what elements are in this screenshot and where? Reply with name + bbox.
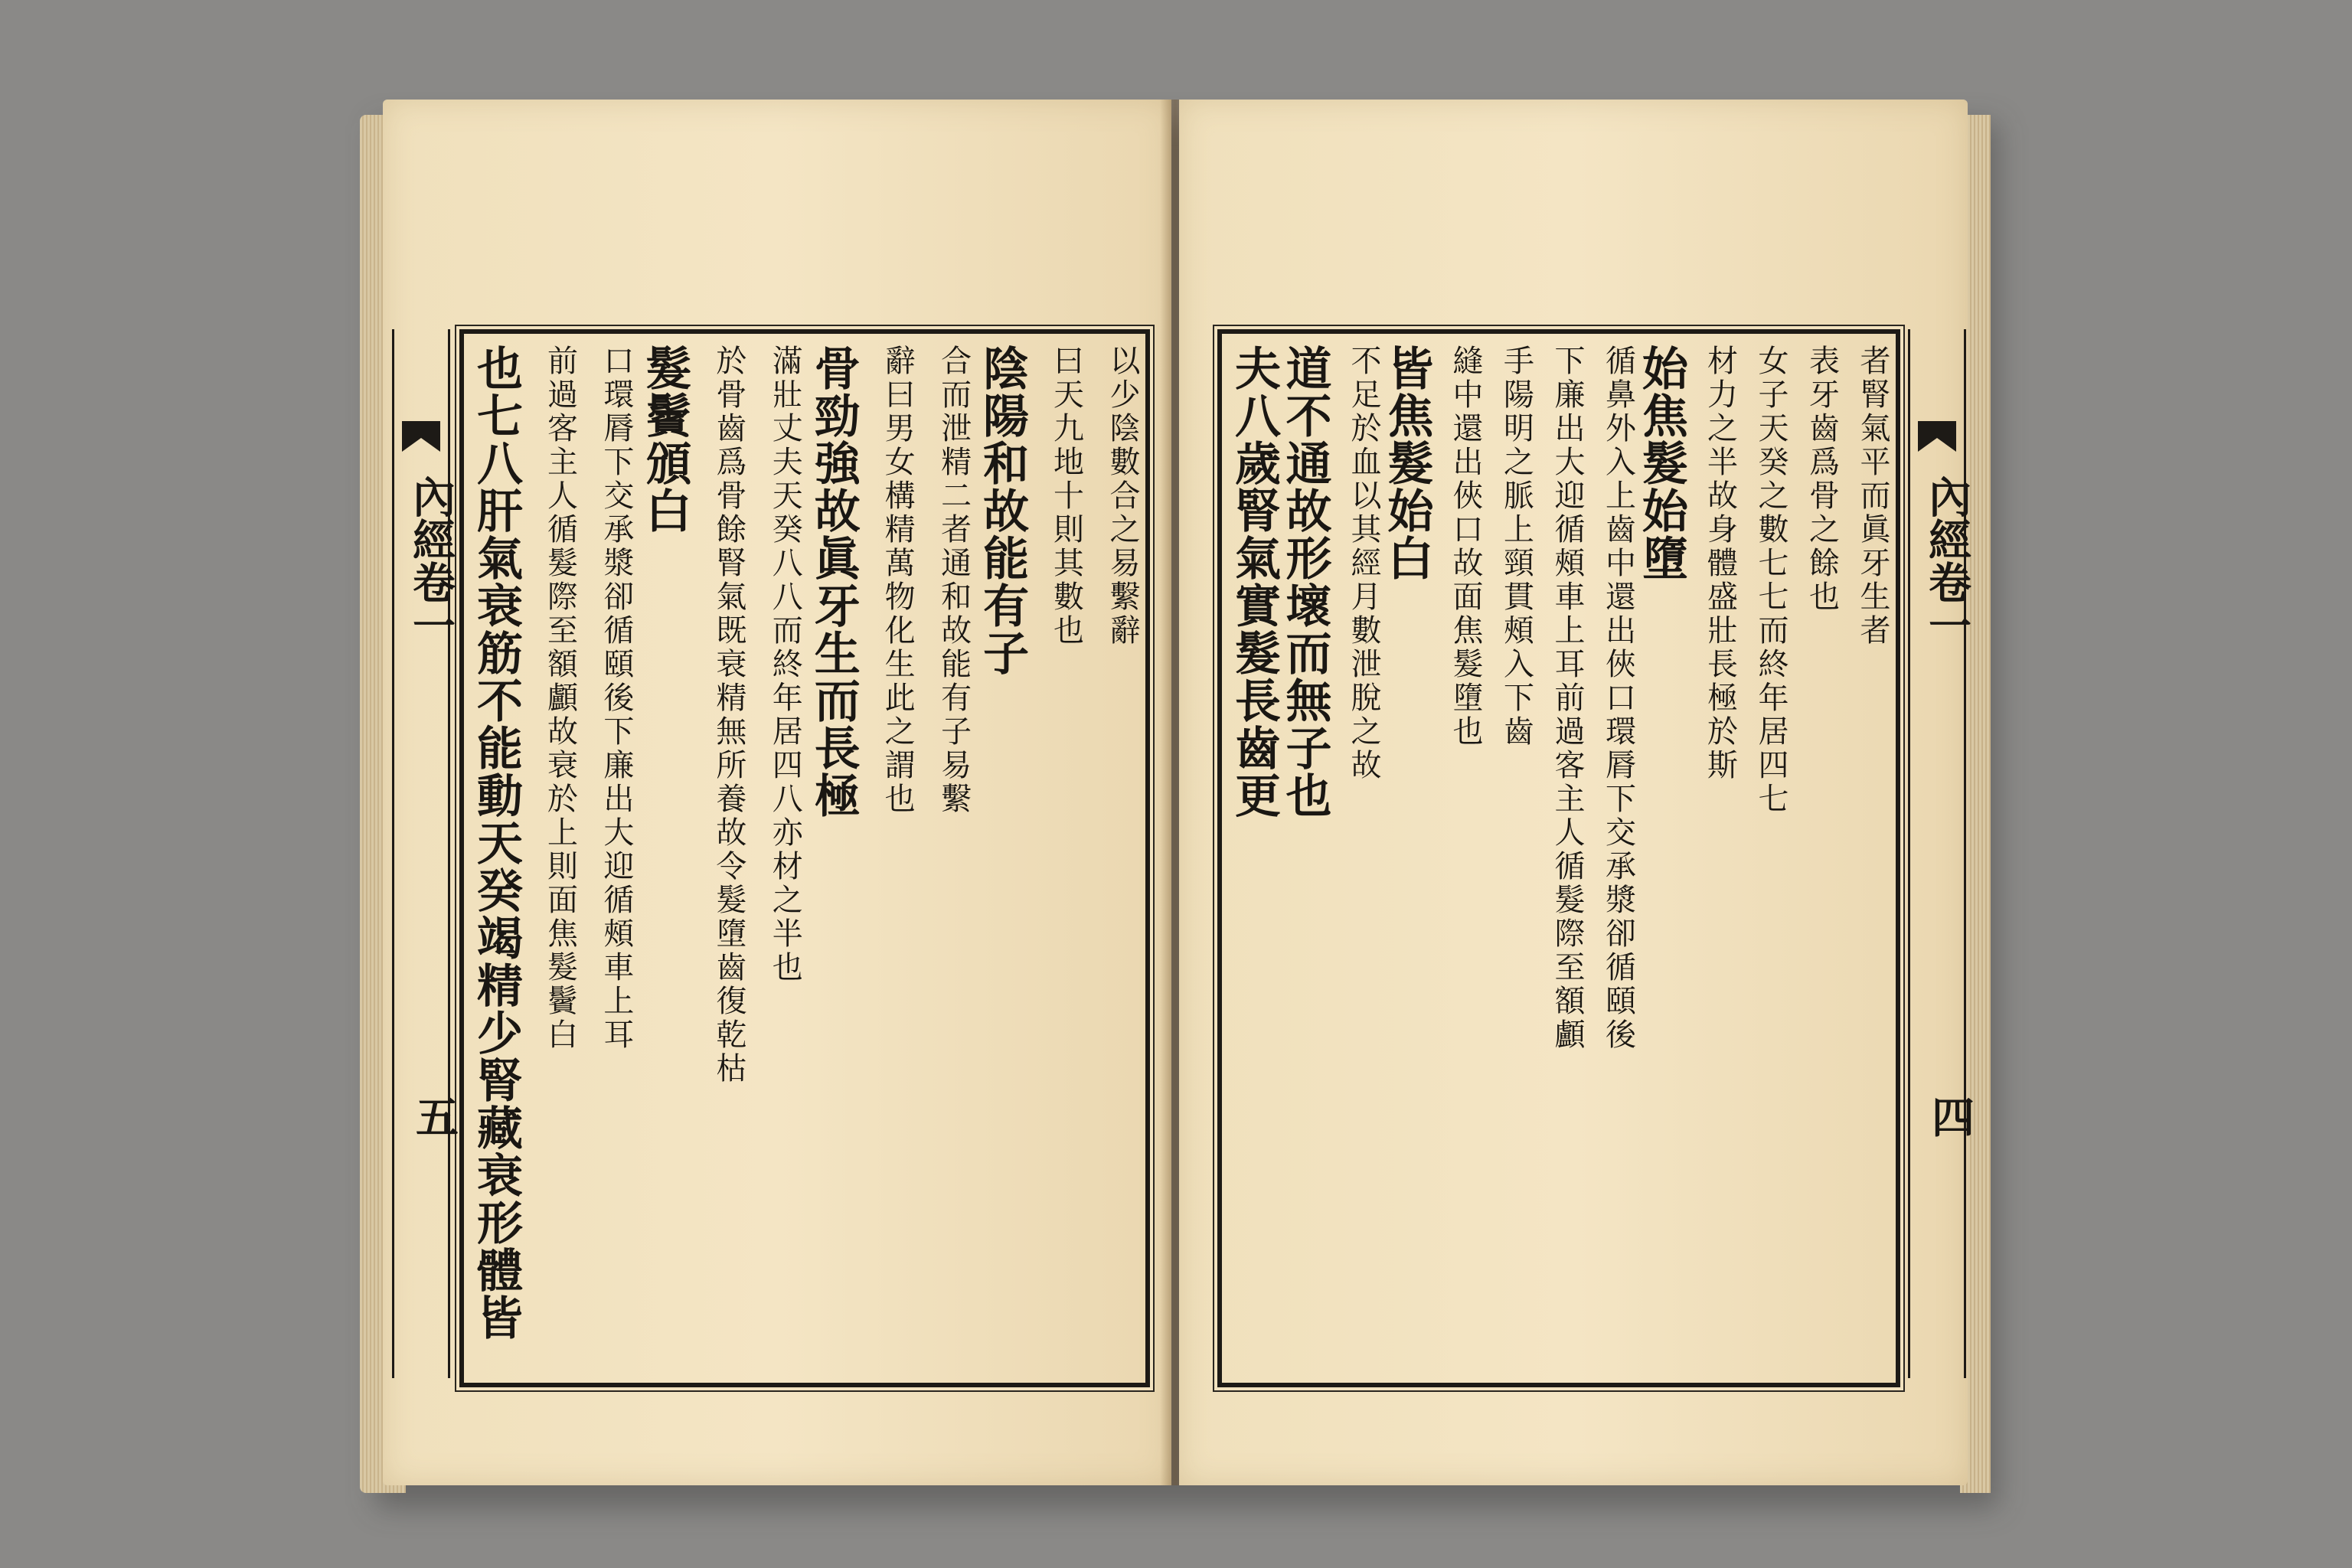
right-columns: [1227, 345, 1890, 1375]
left-page: [383, 100, 1171, 1485]
right-center-title: 內經卷一: [1922, 475, 1972, 646]
fishtail-upper-mark: [402, 421, 440, 452]
text-column: 道不通故形壞而無子也: [1278, 345, 1332, 819]
open-book: [360, 92, 1991, 1493]
text-column: 不足於血以其經月數泄脫之故: [1346, 345, 1381, 782]
text-column: 皆焦髮始白: [1380, 345, 1434, 582]
left-center-column: [392, 329, 459, 1378]
right-page: [1179, 100, 1975, 1485]
text-column: 口環脣下交承漿卻循頤後下廉出大迎循頰車上耳: [598, 345, 634, 1052]
right-center-column: [1908, 329, 1975, 1378]
left-leaf-number: 五: [409, 1095, 459, 1138]
right-leaf-number: 四: [1925, 1095, 1975, 1138]
left-columns: [469, 345, 1140, 1375]
text-column: 髮鬢頒白: [638, 345, 692, 534]
text-column: 手陽明之脈上頸貫頰入下齒: [1498, 345, 1534, 749]
right-text-frame: [1217, 329, 1900, 1387]
text-column: 始焦髮始墮: [1635, 345, 1688, 582]
left-center-title: 內經卷一: [406, 475, 456, 646]
text-column: 合而泄精二者通和故能有子易繫: [936, 345, 972, 816]
text-column: 表牙齒爲骨之餘也: [1804, 345, 1840, 614]
text-column: 骨勁強故眞牙生而長極: [806, 345, 861, 819]
text-column: 辭曰男女構精萬物化生此之謂也: [880, 345, 916, 816]
text-column: 也七八肝氣衰筋不能動天癸竭精少腎藏衰形體皆: [469, 345, 523, 1341]
text-column: 曰天九地十則其數也: [1048, 345, 1084, 648]
text-column: 縫中還出俠口故面焦髮墮也: [1448, 345, 1483, 749]
text-column: 下廉出大迎循頰車上耳前過客主人循髮際至額顱: [1550, 345, 1585, 1052]
text-column: 循鼻外入上齒中還出俠口環脣下交承漿卻循頤後: [1600, 345, 1636, 1052]
text-column: 以少陰數合之易繫辭: [1104, 345, 1140, 648]
text-column: 材力之半故身體盛壯長極於斯: [1702, 345, 1738, 782]
text-column: 於骨齒爲骨餘腎氣既衰精無所養故令髮墮齒復乾枯: [710, 345, 746, 1086]
text-column: 滿壯丈夫天癸八八而終年居四八亦材之半也: [767, 345, 803, 985]
text-column: 者腎氣平而眞牙生者: [1855, 345, 1890, 648]
left-text-frame: [459, 329, 1150, 1387]
text-column: 夫八歲腎氣實髮長齒更: [1227, 345, 1281, 819]
text-column: 女子天癸之數七七而終年居四七: [1753, 345, 1788, 816]
text-column: 陰陽和故能有子: [975, 345, 1030, 677]
text-column: 前過客主人循髮際至額顱故衰於上則面焦髮鬢白: [542, 345, 578, 1052]
fishtail-upper-mark: [1918, 421, 1956, 452]
